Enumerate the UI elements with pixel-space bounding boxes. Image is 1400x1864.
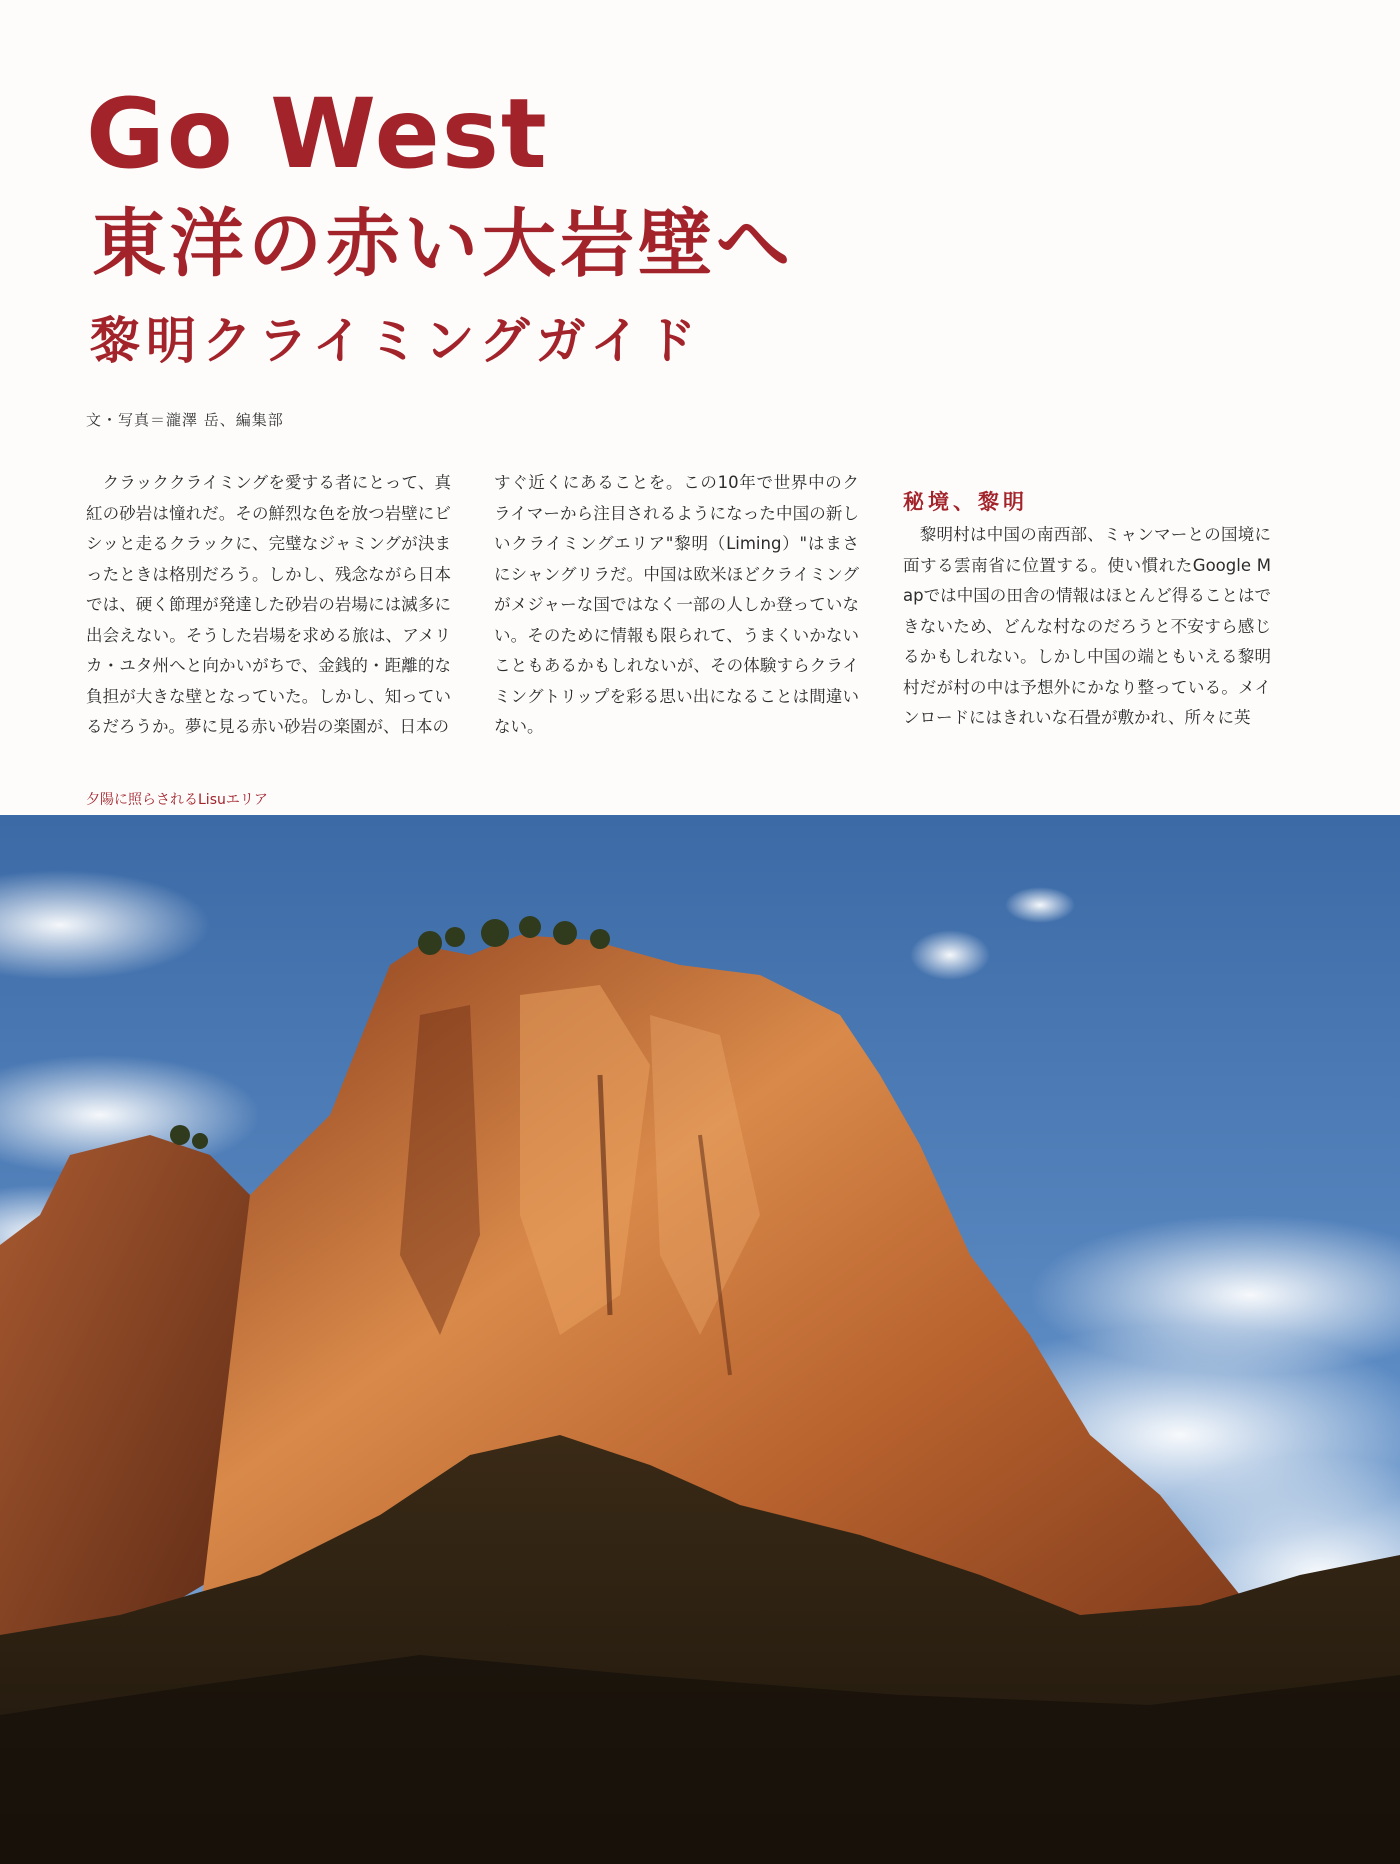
page-subtitle-secondary: 黎明クライミングガイド (90, 312, 702, 370)
section-heading: 秘境、黎明 (903, 490, 1028, 514)
page-subtitle: 東洋の赤い大岩壁へ (92, 201, 794, 287)
body-paragraph: すぐ近くにあることを。この10年で世界中のクライマーから注目されるようになった中国の新しいクライミングエリア"黎明（Liming）"はまさにシャングリラだ。中国は欧米ほどクライミングがメジャーな国ではなく一部の人しか登っていない。そのために情報も限られて、うまくいかないこともあるかもしれないが、その体験すらクライミングトリップを彩る思い出になることは間違いない。 (494, 473, 859, 736)
body-column-2 (494, 468, 859, 736)
author-credit: 文・写真＝瀧澤 岳、編集部 (86, 411, 284, 429)
body-paragraph: クラッククライミングを愛する者にとって、真紅の砂岩は憧れだ。その鮮烈な色を放つ岩壁にビシッと走るクラックに、完璧なジャミングが決まったときは格別だろう。しかし、残念ながら日本では、硬く節理が発達した砂岩の岩場には滅多に出会えない。そうした岩場を求める旅は、アメリカ・ユタ州へと向かいがちで、金銭的・距離的な負担が大きな壁となっていた。しかし、知っているだろうか。夢に見る赤い砂岩の楽園が、日本の (86, 473, 451, 736)
body-column-1 (86, 468, 451, 736)
body-column-3 (903, 520, 1271, 732)
cliff-photo (0, 815, 1400, 1864)
photo-caption: 夕陽に照らされるLisuエリア (86, 792, 268, 808)
body-paragraph: 黎明村は中国の南西部、ミャンマーとの国境に面する雲南省に位置する。使い慣れたGoogle Mapでは中国の田舎の情報はほとんど得ることはできないため、どんな村なのだろうと不安すら感じるかもしれない。しかし中国の端ともいえる黎明村だが村の中は予想外にかなり整っている。メインロードにはきれいな石畳が敷かれ、所々に英 (903, 525, 1271, 727)
page-title: Go West (86, 78, 549, 190)
